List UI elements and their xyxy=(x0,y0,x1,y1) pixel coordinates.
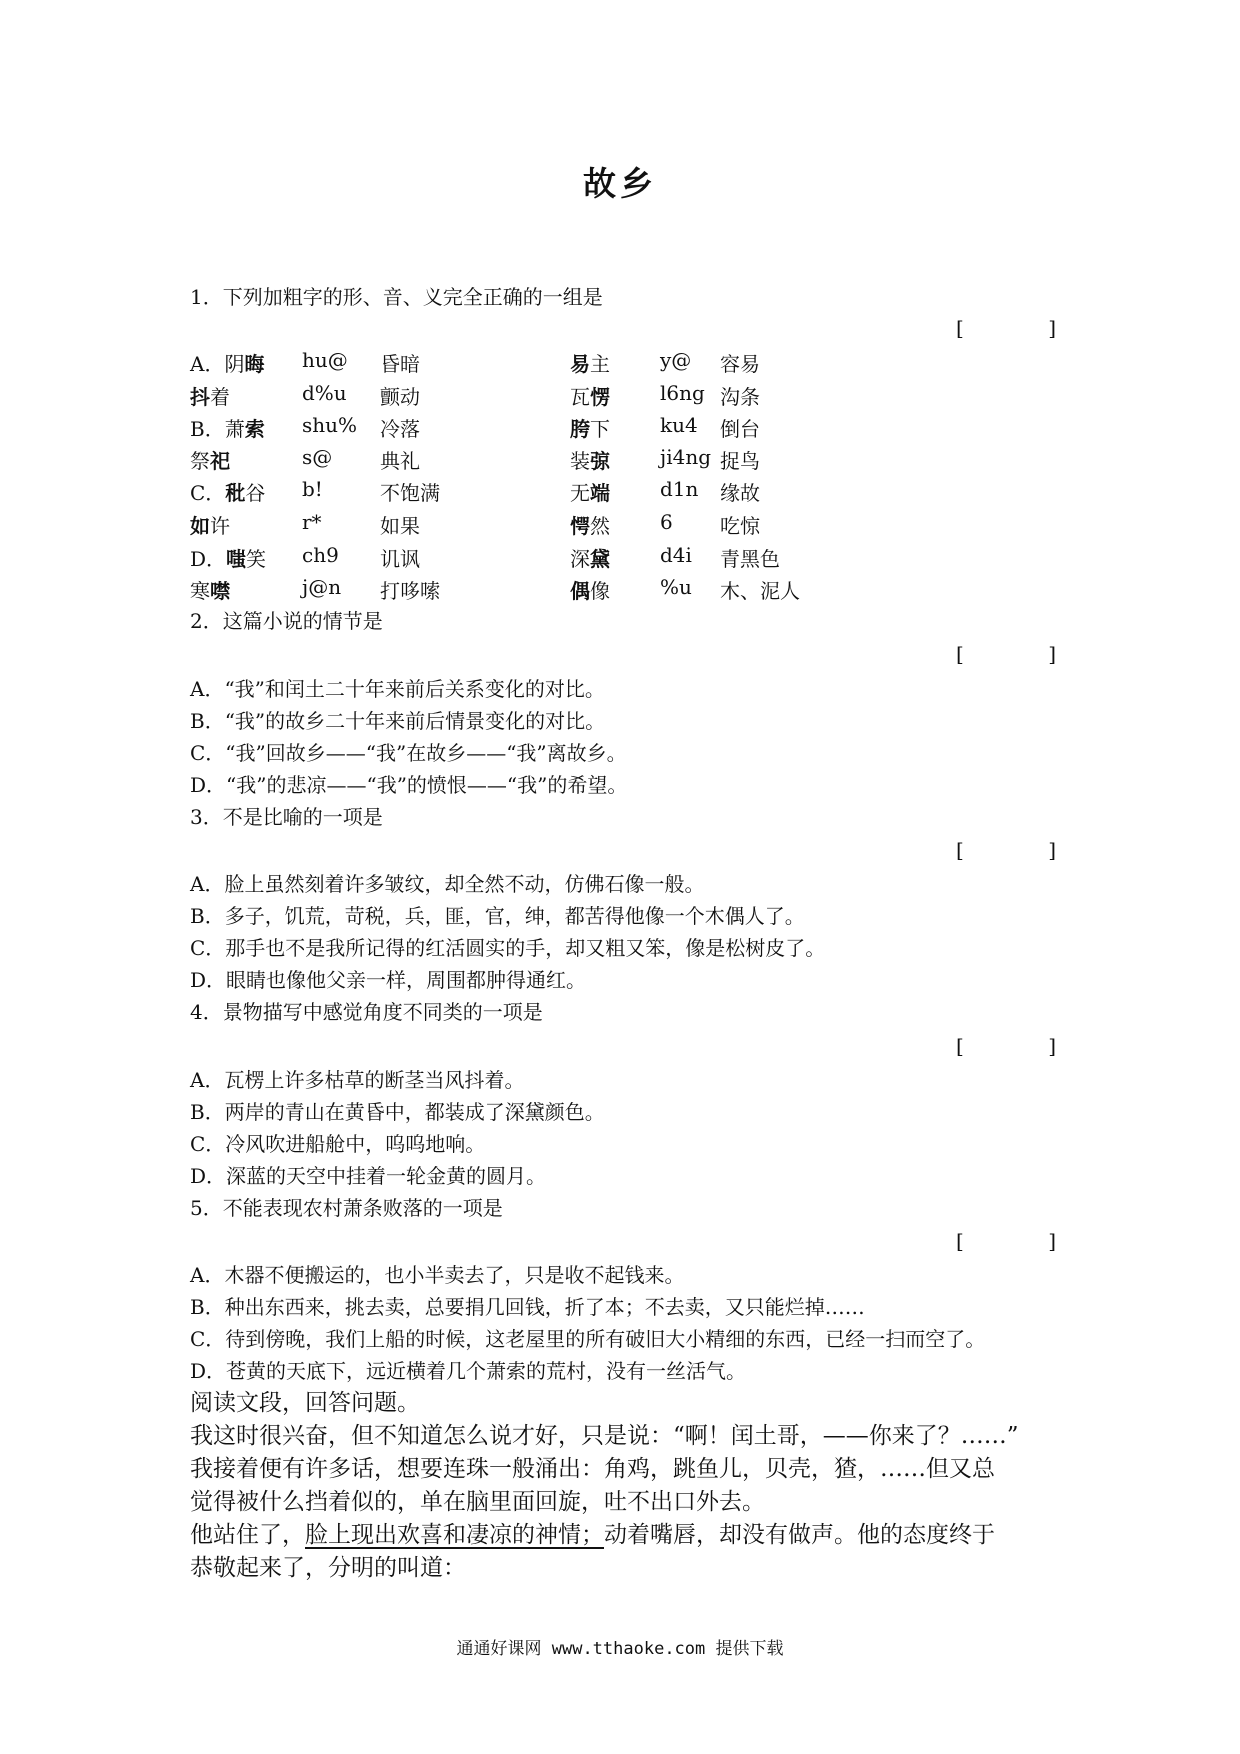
reading-intro: 阅读文段，回答问题。 xyxy=(190,1390,420,1416)
pinyin-left: j@n xyxy=(302,575,342,599)
footer-credit: 通通好课网 www.tthaoke.com 提供下载 xyxy=(456,1639,784,1659)
bracket-close: ] xyxy=(1048,1034,1056,1058)
q3-option-d: D．眼睛也像他父亲一样，周围都肿得通红。 xyxy=(190,968,587,992)
passage-line: 觉得被什么挡着似的，单在脑里面回旋，吐不出口外去。 xyxy=(190,1489,765,1515)
q4-option-d: D．深蓝的天空中挂着一轮金黄的圆月。 xyxy=(190,1164,547,1188)
meaning-right: 捉鸟 xyxy=(720,449,760,473)
meaning-left: 打哆嗦 xyxy=(380,579,440,603)
bold-char: 索 xyxy=(244,417,265,441)
pinyin-right: ku4 xyxy=(660,413,698,437)
q5-option-c: C．待到傍晚，我们上船的时候，这老屋里的所有破旧大小精细的东西，已经一扫而空了。 xyxy=(190,1327,986,1351)
pinyin-left: hu@ xyxy=(302,348,348,372)
bold-char: 祀 xyxy=(210,449,230,473)
q2-answer-bracket xyxy=(956,642,1056,666)
word-text: C． xyxy=(190,481,226,505)
word-right xyxy=(570,543,610,572)
bracket-open: [ xyxy=(956,838,964,862)
meaning-right: 容易 xyxy=(720,352,760,376)
word-text: 谷 xyxy=(245,481,266,505)
pinyin-right: d4i xyxy=(660,543,692,567)
passage-text: 动着嘴唇，却没有做声。他的态度终于 xyxy=(604,1522,995,1548)
word-text: 装 xyxy=(570,449,590,473)
q1-option-row xyxy=(0,445,1240,473)
bold-char: 弶 xyxy=(590,449,610,473)
word-text: 寒 xyxy=(190,579,210,603)
pinyin-left: b! xyxy=(302,477,323,501)
q5-option-a: A．木器不便搬运的，也小半卖去了，只是收不起钱来。 xyxy=(190,1263,685,1287)
q5-answer-bracket xyxy=(956,1229,1056,1253)
q1-option-row xyxy=(0,477,1240,505)
pinyin-right: l6ng xyxy=(660,381,705,405)
q1-option-row xyxy=(0,348,1240,376)
pinyin-left: shu% xyxy=(302,413,358,437)
pinyin-right: y@ xyxy=(660,348,692,372)
meaning-left: 不饱满 xyxy=(380,481,440,505)
word-text: 深 xyxy=(570,547,590,571)
q3-option-c: C．那手也不是我所记得的红活圆实的手，却又粗又笨，像是松树皮了。 xyxy=(190,936,826,960)
word-left xyxy=(190,413,265,442)
word-text: B．萧 xyxy=(190,417,245,441)
pinyin-left: d%u xyxy=(302,381,347,405)
q1-option-row xyxy=(0,543,1240,571)
bold-char: 噤 xyxy=(210,579,230,603)
q2-option-b: B．“我”的故乡二十年来前后情景变化的对比。 xyxy=(190,709,606,733)
q5-stem: 5．不能表现农村萧条败落的一项是 xyxy=(190,1196,503,1220)
word-right xyxy=(570,381,610,410)
word-text: 无 xyxy=(570,481,590,505)
q2-option-d: D．“我”的悲凉——“我”的愤恨——“我”的希望。 xyxy=(190,773,628,797)
word-left xyxy=(190,575,230,604)
pinyin-right: ji4ng xyxy=(660,445,712,469)
q1-option-row xyxy=(0,413,1240,441)
q4-stem: 4．景物描写中感觉角度不同类的一项是 xyxy=(190,1000,543,1024)
q3-answer-bracket xyxy=(956,838,1056,862)
meaning-left: 颤动 xyxy=(380,385,420,409)
passage-line: 我接着便有许多话，想要连珠一般涌出：角鸡，跳鱼儿，贝壳，猹，……但又总 xyxy=(190,1456,995,1482)
bracket-close: ] xyxy=(1048,642,1056,666)
bold-char: 端 xyxy=(590,481,610,505)
q3-option-a: A．脸上虽然刻着许多皱纹，却全然不动，仿佛石像一般。 xyxy=(190,872,705,896)
word-right xyxy=(570,445,610,474)
q1-option-row xyxy=(0,510,1240,538)
bracket-open: [ xyxy=(956,642,964,666)
bold-char: 易 xyxy=(570,352,590,376)
word-text: 祭 xyxy=(190,449,210,473)
word-text: 下 xyxy=(590,417,610,441)
meaning-left: 讥讽 xyxy=(380,547,420,571)
q5-option-b: B．种出东西来，挑去卖，总要捐几回钱，折了本；不去卖，又只能烂掉…… xyxy=(190,1295,865,1319)
bracket-close: ] xyxy=(1048,838,1056,862)
bold-char: 抖 xyxy=(190,385,210,409)
bracket-close: ] xyxy=(1048,316,1056,340)
passage-line: 我这时很兴奋，但不知道怎么说才好，只是说：“啊！闰土哥，——你来了？……” xyxy=(190,1423,1019,1449)
passage-line xyxy=(190,1519,995,1552)
q3-option-b: B．多子，饥荒，苛税，兵，匪，官，绅，都苦得他像一个木偶人了。 xyxy=(190,904,805,928)
bold-char: 晦 xyxy=(244,352,265,376)
q1-option-row xyxy=(0,381,1240,409)
pinyin-right: d1n xyxy=(660,477,699,501)
passage-text: 他站住了， xyxy=(190,1522,305,1548)
word-left xyxy=(190,348,264,377)
word-text: 像 xyxy=(590,579,610,603)
word-text: 许 xyxy=(210,514,230,538)
word-text: 主 xyxy=(590,352,610,376)
word-text: A．阴 xyxy=(190,352,245,376)
underlined-phrase: 脸上现出欢喜和凄凉的神情； xyxy=(305,1522,604,1548)
meaning-right: 木、泥人 xyxy=(720,579,800,603)
word-text: 着 xyxy=(210,385,230,409)
word-text: 然 xyxy=(590,514,610,538)
word-left xyxy=(190,381,230,410)
meaning-left: 如果 xyxy=(380,514,420,538)
meaning-left: 冷落 xyxy=(380,417,420,441)
pinyin-right: %u xyxy=(660,575,692,599)
meaning-right: 吃惊 xyxy=(720,514,760,538)
word-left xyxy=(190,510,230,539)
bold-char: 愣 xyxy=(590,385,610,409)
q1-answer-bracket xyxy=(956,316,1056,340)
q4-answer-bracket xyxy=(956,1034,1056,1058)
pinyin-right: 6 xyxy=(660,510,673,534)
word-left xyxy=(190,445,230,474)
q2-option-c: C．“我”回故乡——“我”在故乡——“我”离故乡。 xyxy=(190,741,627,765)
bracket-open: [ xyxy=(956,1229,964,1253)
word-right xyxy=(570,413,610,442)
meaning-right: 缘故 xyxy=(720,481,760,505)
q3-stem: 3．不是比喻的一项是 xyxy=(190,805,383,829)
bold-char: 胯 xyxy=(570,417,590,441)
bracket-open: [ xyxy=(956,316,964,340)
bold-char: 偶 xyxy=(570,579,590,603)
word-text: D． xyxy=(190,547,227,571)
bold-char: 黛 xyxy=(590,547,610,571)
q5-option-d: D．苍黄的天底下，远近横着几个萧索的荒村，没有一丝活气。 xyxy=(190,1359,747,1383)
word-right xyxy=(570,477,610,506)
bold-char: 嗤 xyxy=(226,547,247,571)
bracket-open: [ xyxy=(956,1034,964,1058)
meaning-left: 典礼 xyxy=(380,449,420,473)
word-text: 笑 xyxy=(246,547,267,571)
bold-char: 如 xyxy=(190,514,210,538)
word-right xyxy=(570,575,610,604)
word-left xyxy=(190,543,266,572)
q4-option-b: B．两岸的青山在黄昏中，都装成了深黛颜色。 xyxy=(190,1100,605,1124)
passage-line: 恭敬起来了，分明的叫道： xyxy=(190,1555,466,1581)
bold-char: 秕 xyxy=(225,481,246,505)
q4-option-a: A．瓦楞上许多枯草的断茎当风抖着。 xyxy=(190,1068,525,1092)
meaning-right: 倒台 xyxy=(720,417,760,441)
word-right xyxy=(570,510,610,539)
page-title: 故乡 xyxy=(583,164,657,203)
q1-option-row xyxy=(0,575,1240,603)
pinyin-left: s@ xyxy=(302,445,333,469)
bracket-close: ] xyxy=(1048,1229,1056,1253)
pinyin-left: r* xyxy=(302,510,322,534)
meaning-right: 青黑色 xyxy=(720,547,780,571)
meaning-right: 沟条 xyxy=(720,385,760,409)
bold-char: 愕 xyxy=(570,514,590,538)
pinyin-left: ch9 xyxy=(302,543,339,567)
word-right xyxy=(570,348,610,377)
word-left xyxy=(190,477,265,506)
q2-option-a: A．“我”和闰土二十年来前后关系变化的对比。 xyxy=(190,677,605,701)
q1-stem: 1．下列加粗字的形、音、义完全正确的一组是 xyxy=(190,285,603,309)
word-text: 瓦 xyxy=(570,385,590,409)
q4-option-c: C．冷风吹进船舱中，呜呜地响。 xyxy=(190,1132,486,1156)
meaning-left: 昏暗 xyxy=(380,352,420,376)
q2-stem: 2．这篇小说的情节是 xyxy=(190,609,383,633)
